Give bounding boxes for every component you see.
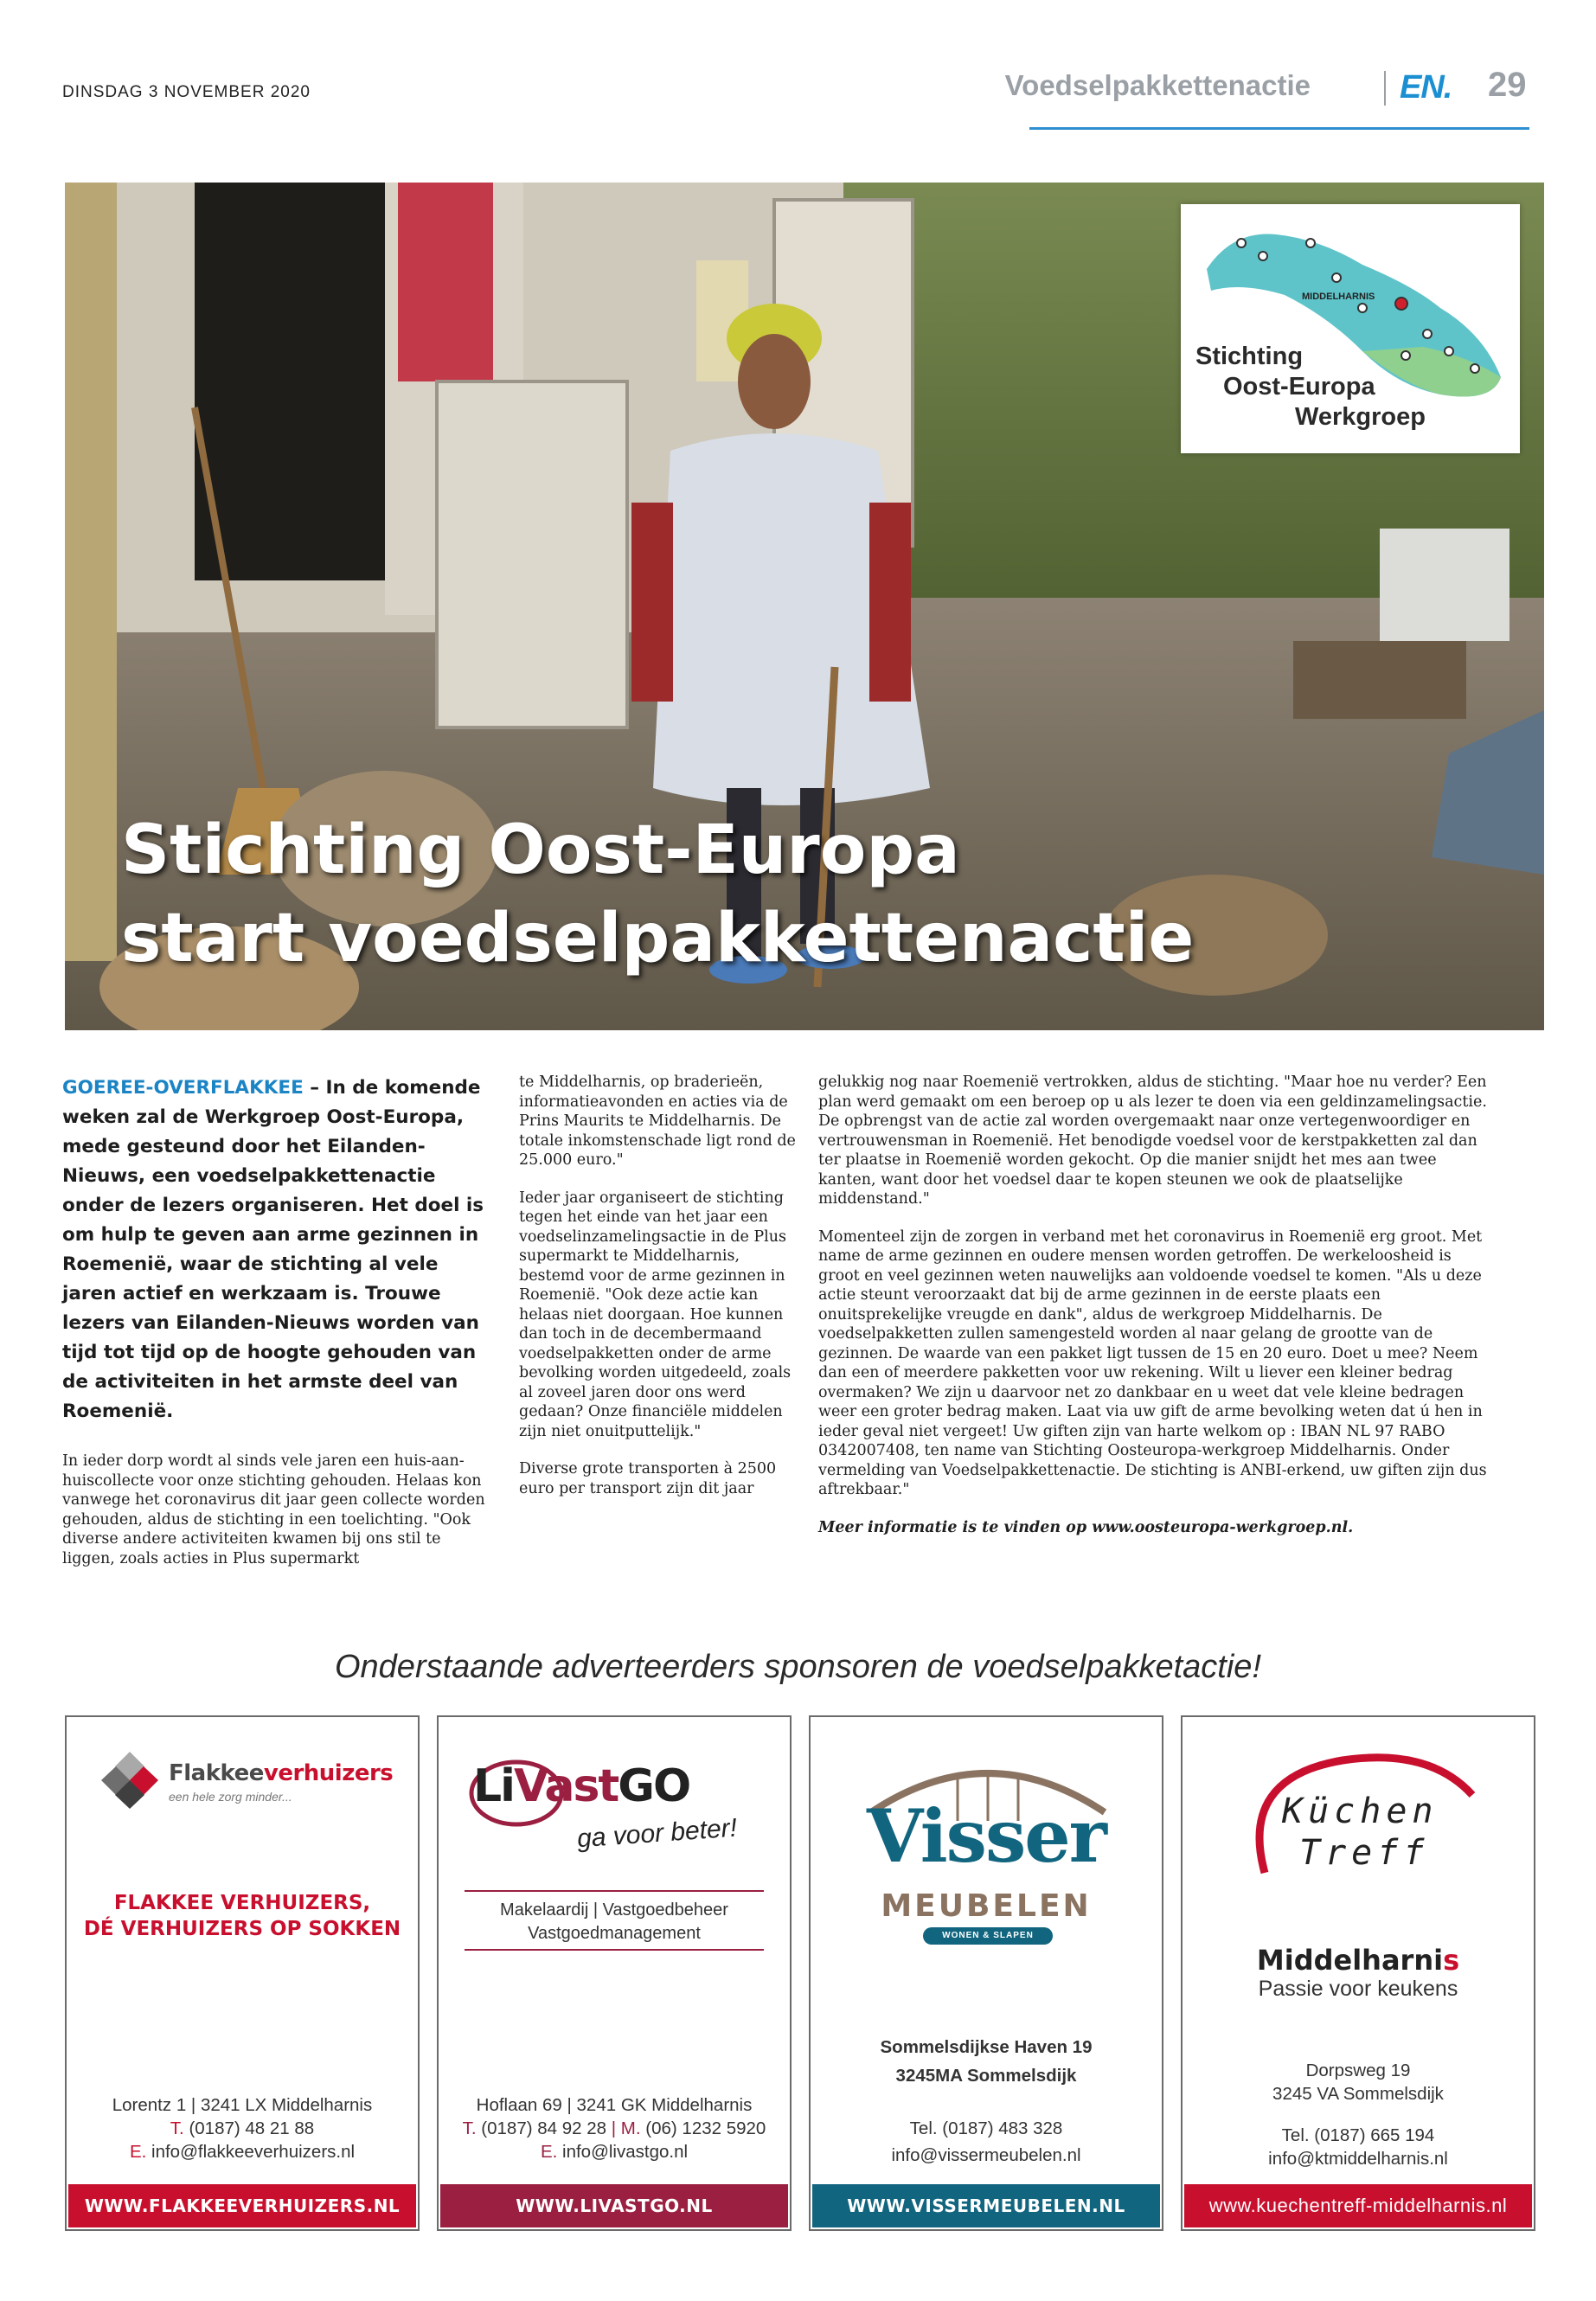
newspaper-logo: EN. [1400,69,1452,106]
mobile-label: M. [620,2118,641,2138]
flakkee-tagline: een hele zorg minder... [169,1790,292,1804]
paragraph: gelukkig nog naar Roemenië vertrokken, aldus de stichting. "Maar hoe nu verder? Een plan werd gemaakt om een beroep op u als lezer te doen via een geldinzamelingsactie. De opbrengst van de actie zal worden overgemaakt naar onze vertegenwoordiger en vertrouwensman in Roemenië. Het benodigde voedsel voor de kerstpakketten zal dan ter plaatse in Roemenië worden gekocht. Op die manier snijdt het mes aan twee kanten, want door het voedsel daar te kopen steunen we ook de plaatselijke middenstand." [818,1074,1487,1208]
phone-number: (0187) 84 92 28 [481,2118,607,2138]
separator: | [611,2118,617,2138]
visser-sub: MEUBELEN [881,1888,1092,1924]
flakkee-brand [169,1760,393,1786]
headline-line-1: Stichting Oost-Europa [121,811,960,889]
kuechentreff-url[interactable]: www.kuechentreff-middelharnis.nl [1184,2184,1532,2227]
address-line: 3245 VA Sommelsdijk [1272,2084,1444,2104]
phone: Tel. (0187) 665 194 [1281,2125,1435,2145]
paragraph: Momenteel zijn de zorgen in verband met het coronavirus in Roemenië erg groot. Met name de arme gezinnen en oudere mensen worden getroffen. De werkeloosheid is groot en veel gezinnen weten nauwelijks aan voldoende voedsel te komen. "Als u deze actie steunt veroorzaakt dat bij de arme gezinnen in de eerste plaats een onuitsprekelijke vreugde en dank", aldus de werkgroep Middelharnis. De voedselpakketten zullen samengesteld worden al naar gelang de grootte van de gezinnen. De waarde van een pakket ligt tussen de 15 en 20 euro. Doet u mee? Neem dan een of meerdere pakketten voor uw rekening. Wilt u liever een kleiner bedrag overmaken? We zijn u daarvoor net zo dankbaar en u weet dat vele kleine bedragen weer een groter bedrag maken. Laat via uw gift de arme bevolking weten dat ú hen in ieder geval niet vergeet! Uw giften zijn van harte welkom op : IBAN NL 97 RABO 0342007408, ten name van Stichting Oosteuropa-werkgroep Middelharnis. Onder vermelding van Voedselpakkettenactie. De stichting is ANBI-erkend, uw giften zijn dus aftrekbaar." [818,1227,1487,1498]
paragraph: te Middelharnis, op braderieën, informatieavonden en acties via de Prins Maurits te Middelharnis. De totale inkomstenschade ligt rond de 25.000 euro." [519,1074,796,1169]
phone [67,2117,418,2140]
brand-part: verhuizers [263,1760,394,1786]
livastgo-tagline: ga voor beter! [576,1813,739,1854]
sponsor-heading: Onderstaande adverteerders sponsoren de voedselpakketactie! [334,1649,1261,1685]
visser-contact [811,2115,1162,2169]
brand-line: Küchen [1282,1791,1439,1831]
issue-date: DINSDAG 3 NOVEMBER 2020 [62,83,311,101]
phone-label: T. [462,2118,477,2138]
brand-line: Treff [1299,1833,1430,1873]
services-line: Makelaardij | Vastgoedbeheer [500,1900,728,1920]
ad-flakkeeverhuizers[interactable] [65,1715,420,2231]
headline-line-2: start voedselpakkettenactie [121,900,1195,977]
dateline-location: GOEREE-OVERFLAKKEE [62,1077,304,1099]
kuechentreff-city [1183,1944,1534,1977]
article-column-1 [62,1452,495,1586]
ad-livastgo[interactable] [437,1715,792,2231]
city-part: s [1443,1944,1460,1977]
email-address[interactable]: info@vissermeubelen.nl [891,2145,1081,2165]
phone: Tel. (0187) 483 328 [909,2118,1063,2138]
paragraph: In ieder dorp wordt al sinds vele jaren een huis-aan-huiscollecte voor onze stichting gehouden. Helaas kon vanwege het coronavirus dit jaar geen collecte worden gehouden, aldus de stichting in een toelichting. "Ook diverse andere activiteiten kwamen bij ons stil te liggen, zoals acties in Plus supermarkt [62,1452,485,1567]
visser-brand: Visser [867,1793,1106,1879]
city-part: Middelharni [1256,1944,1444,1977]
email-label: E. [540,2142,558,2162]
address: Hoflaan 69 | 3241 GK Middelharnis [476,2095,753,2115]
visser-pill: WONEN & SLAPEN [923,1927,1053,1945]
brand-part: Flakkee [169,1760,264,1786]
article-column-3 [818,1073,1491,1555]
services-line: Vastgoedmanagement [528,1924,701,1943]
logo-line-3: Werkgroep [1295,403,1426,431]
livastgo-brand [473,1760,689,1812]
logo-line-2: Oost-Europa [1223,373,1375,401]
address-line: Sommelsdijkse Haven 19 [880,2037,1093,2057]
phone-number: (0187) 48 21 88 [189,2118,315,2138]
brand-part: Vast [513,1760,619,1812]
brand-part: GO [618,1760,690,1812]
more-info-link[interactable]: Meer informatie is te vinden op www.oosteuropa-werkgroep.nl. [818,1518,1354,1536]
brand-part: Li [473,1760,514,1812]
ad-kuechentreff[interactable] [1181,1715,1535,2231]
phone [439,2117,790,2140]
email-address[interactable]: info@flakkeeverhuizers.nl [151,2142,356,2162]
article-lead [62,1074,495,1426]
kuechentreff-contact [1183,2124,1534,2170]
flakkee-logo-icon [101,1752,158,1809]
slogan-line: DÉ VERHUIZERS OP SOKKEN [83,1918,401,1940]
livastgo-services [465,1890,764,1951]
livastgo-url[interactable]: WWW.LIVASTGO.NL [440,2184,788,2227]
logo-line-1: Stichting [1195,343,1304,370]
email-label: E. [129,2142,147,2162]
article-column-2 [519,1073,796,1516]
address-line: Dorpsweg 19 [1305,2061,1411,2080]
kuechentreff-brand [1282,1791,1439,1874]
email [439,2140,790,2163]
livastgo-contact [439,2093,790,2163]
email [67,2140,418,2163]
kuechentreff-address [1183,2059,1534,2106]
visser-address [811,2033,1162,2090]
email-address[interactable]: info@livastgo.nl [562,2142,689,2162]
flakkee-contact [67,2093,418,2163]
section-title: Voedselpakkettenactie [1004,69,1311,101]
lead-text: – In de komende weken zal de Werkgroep Oost-Europa, mede gesteund door het Eilanden-Nieuws, een voedselpakkettenactie onder de lezers organiseren. Het doel is om hulp te geven aan arme gezinnen in Roemenië, waar de stichting al vele jaren actief en werkzaam is. Trouwe lezers van Eilanden-Nieuws worden van tijd tot tijd op de hoogte gehouden van de activiteiten in het armste deel van Roemenië. [62,1077,484,1422]
article-headline [121,806,1194,983]
mobile-number: (06) 1232 5920 [645,2118,766,2138]
header-rule [1029,127,1529,130]
page-number: 29 [1488,66,1527,104]
logo-text [1195,342,1426,433]
flakkee-url[interactable]: WWW.FLAKKEEVERHUIZERS.NL [68,2184,416,2227]
phone-label: T. [170,2118,184,2138]
logo-map-label: MIDDELHARNIS [1302,292,1375,302]
address-line: 3245MA Sommelsdijk [895,2066,1077,2086]
visser-url[interactable]: WWW.VISSERMEUBELEN.NL [812,2184,1160,2227]
address: Lorentz 1 | 3241 LX Middelharnis [112,2095,373,2115]
paragraph: Ieder jaar organiseert de stichting tegen het einde van het jaar een voedselinzamelingsactie in de Plus supermarkt te Middelharnis, bestemd voor de arme gezinnen in Roemenië. "Ook deze actie kan helaas niet doorgaan. Hoe kunnen dan toch in de decembermaand voedselpakketten onder de arme bevolking worden uitgedeeld, zoals al zoveel jaren door ons werd gedaan? Onze financiële middelen zijn niet onuitputtelijk." [519,1189,792,1440]
slogan-line: FLAKKEE VERHUIZERS, [113,1892,371,1914]
flakkee-slogan [67,1890,418,1942]
paragraph: Diverse grote transporten à 2500 euro per transport zijn dit jaar [519,1460,777,1497]
ad-vissermeubelen[interactable] [809,1715,1163,2231]
email-address[interactable]: info@ktmiddelharnis.nl [1268,2149,1448,2169]
header-divider [1384,71,1386,106]
kuechentreff-tagline: Passie voor keukens [1258,1977,1458,2001]
